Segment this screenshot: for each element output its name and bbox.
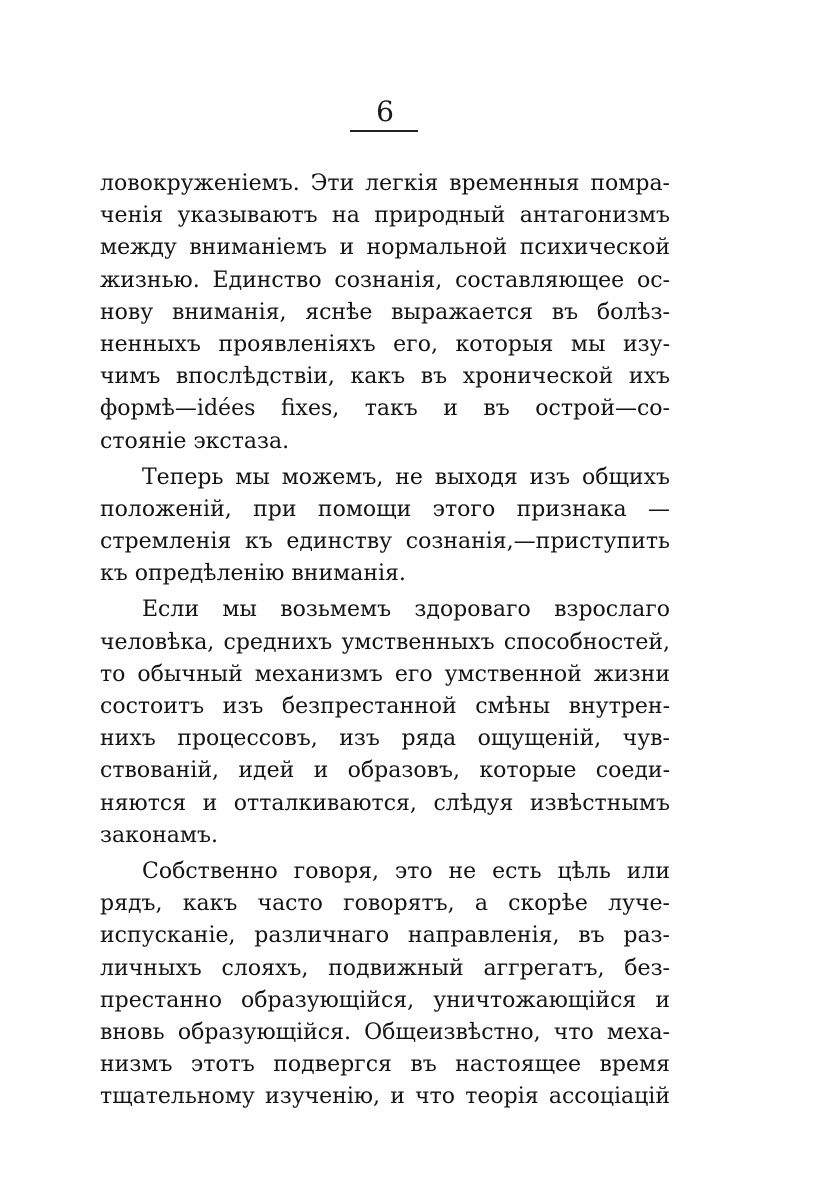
text-line: стояніе экстаза. bbox=[100, 428, 290, 454]
paragraph bbox=[100, 168, 670, 458]
page-number: 6 bbox=[376, 95, 394, 128]
text-line: ченія указываютъ на природный антагонизмъ bbox=[100, 203, 670, 229]
text-line: положеній, при помощи этого признака — bbox=[100, 496, 670, 522]
text-line: ствованій, идей и образовъ, которые соеди- bbox=[100, 758, 670, 784]
text-line: Если мы возьмемъ здороваго взрослаго bbox=[142, 597, 670, 623]
text-line: нову вниманія, яснѣе выражается въ болѣз- bbox=[100, 299, 670, 325]
text-line: нихъ процессовъ, изъ ряда ощущеній, чув- bbox=[100, 726, 670, 752]
text-line: вновь образующійся. Общеизвѣстно, что меха- bbox=[100, 1019, 670, 1045]
text-line: ненныхъ проявленіяхъ его, которыя мы изу- bbox=[100, 331, 670, 357]
text-line: тщательному изученію, и что теорія ассоціацій bbox=[100, 1084, 670, 1110]
text-line: низмъ этотъ подвергся въ настоящее время bbox=[100, 1052, 670, 1078]
text-line: формѣ—idées fixes, такъ и въ острой—со- bbox=[100, 396, 670, 422]
text-line: жизнью. Единство сознанія, составляющее ос- bbox=[100, 267, 670, 293]
text-line: испусканіе, различнаго направленія, въ раз- bbox=[100, 923, 670, 949]
text-line: человѣка, среднихъ умственныхъ способностей, bbox=[100, 629, 670, 655]
text-line: няются и отталкиваются, слѣдуя извѣстнымъ bbox=[100, 790, 670, 816]
text-line: стремленія къ единству сознанія,—приступить bbox=[100, 529, 670, 555]
text-line: чимъ впослѣдствіи, какъ въ хронической ихъ bbox=[100, 364, 670, 390]
text-line: состоитъ изъ безпрестанной смѣны внутрен- bbox=[100, 694, 670, 719]
text-line: между вниманіемъ и нормальной психической bbox=[100, 235, 670, 261]
text-line: законамъ. bbox=[100, 822, 218, 848]
text-line: рядъ, какъ часто говорятъ, а скорѣе луче- bbox=[100, 891, 670, 917]
paragraph bbox=[100, 594, 670, 852]
text-line: къ опредѣленію вниманія. bbox=[100, 561, 406, 587]
text-line: то обычный механизмъ его умственной жизни bbox=[100, 661, 670, 687]
text-line: ловокруженіемъ. Эти легкія временныя помра- bbox=[100, 171, 670, 196]
paragraph bbox=[100, 462, 670, 591]
text-line: Теперь мы можемъ, не выходя изъ общихъ bbox=[142, 464, 670, 490]
text-line: Собственно говоря, это не есть цѣль или bbox=[142, 858, 670, 884]
paragraph bbox=[100, 856, 670, 1114]
body-text bbox=[100, 168, 670, 1113]
text-line: престанно образующійся, уничтожающійся и bbox=[100, 987, 670, 1013]
text-line: личныхъ слояхъ, подвижный аггрегатъ, без- bbox=[100, 955, 670, 981]
page-number-rule bbox=[350, 130, 418, 132]
